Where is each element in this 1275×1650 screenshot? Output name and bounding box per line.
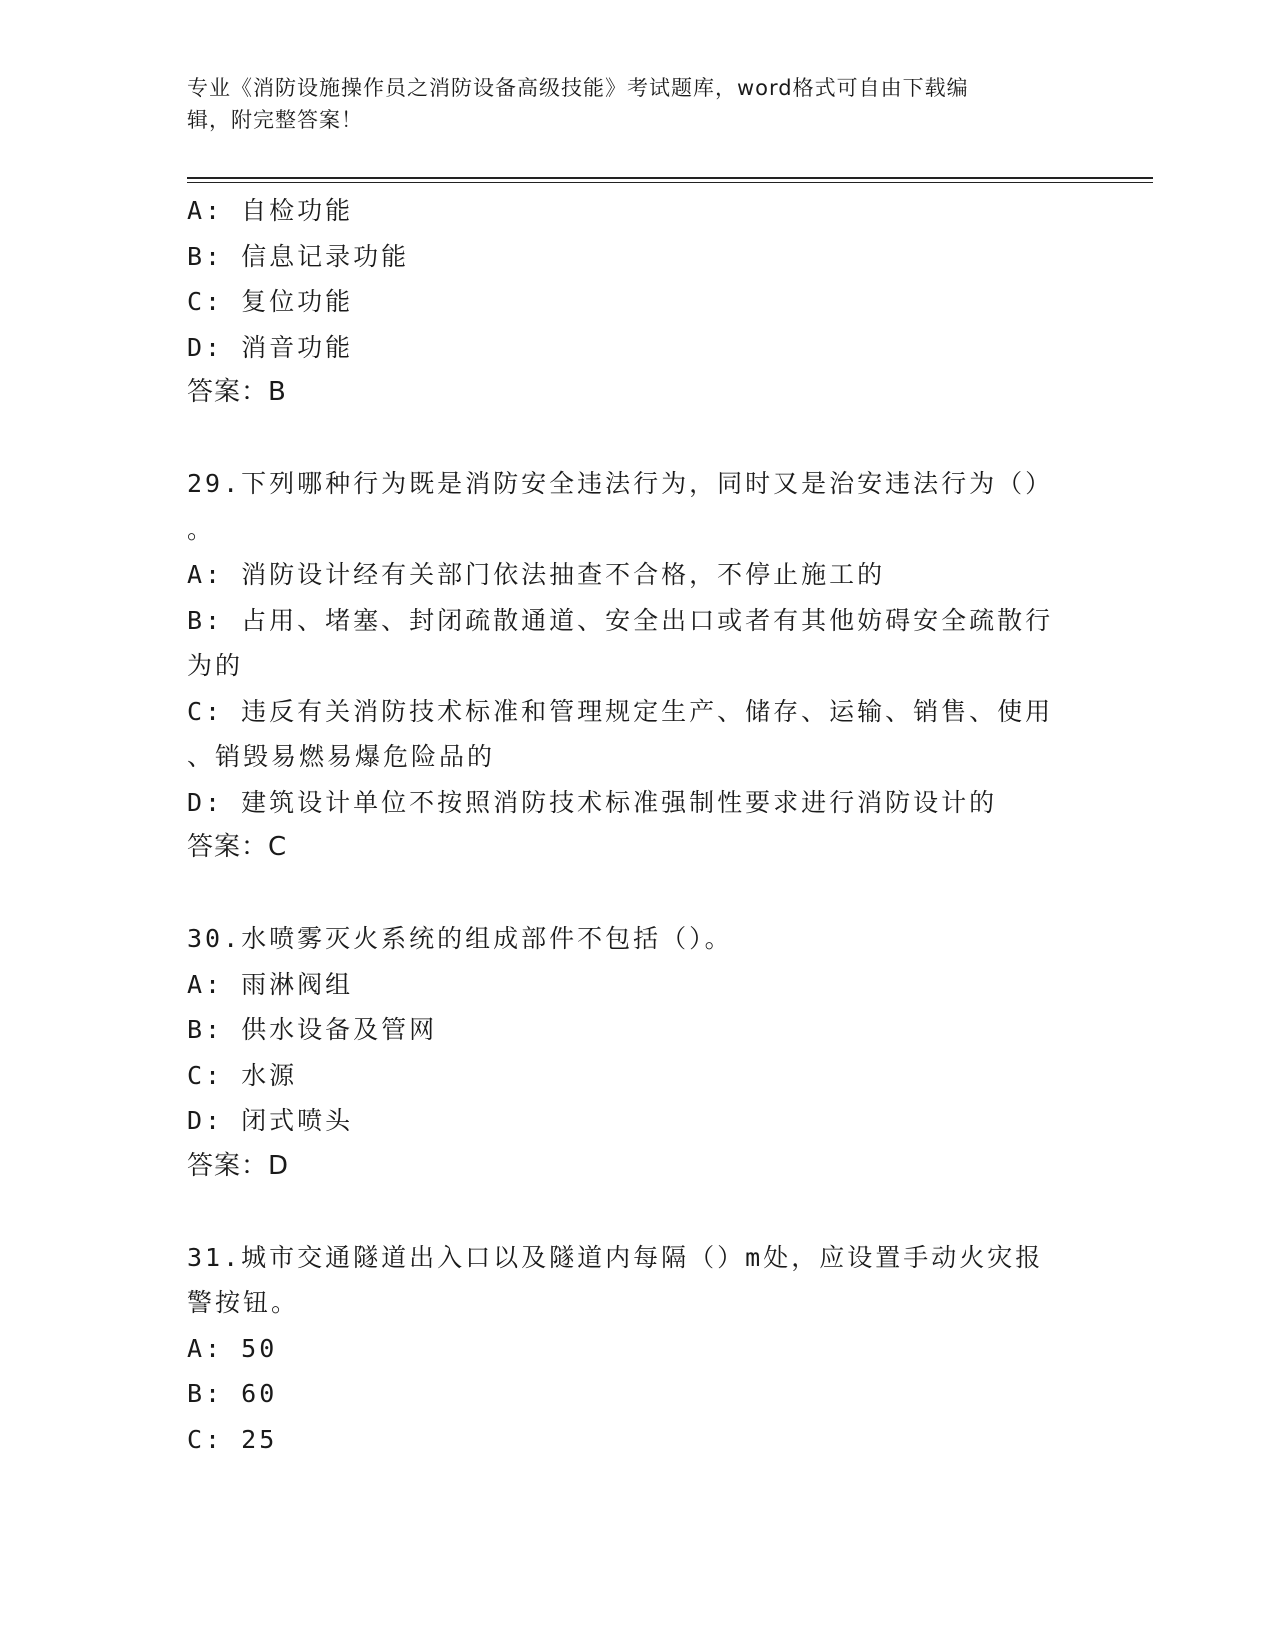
option-b-cont: 为的: [187, 651, 244, 680]
answer: 答案：C: [187, 832, 288, 862]
answer: 答案：B: [187, 377, 287, 407]
question-stem: 31.城市交通隧道出入口以及隧道内每隔（）m处，应设置手动火灾报: [187, 1242, 1044, 1272]
option-b: B: 供水设备及管网: [187, 1015, 438, 1044]
question-28: [187, 188, 1087, 416]
option-c: C: 水源: [187, 1060, 298, 1090]
question-31: [187, 1235, 1087, 1463]
question-stem: 30.水喷雾灭火系统的组成部件不包括（）。: [187, 924, 733, 953]
option-c-cont: 、销毁易燃易爆危险品的: [187, 742, 496, 771]
spacer: [187, 416, 1087, 462]
question-stem: 29.下列哪种行为既是消防安全违法行为，同时又是治安违法行为（）: [187, 469, 1054, 498]
header-divider-thick: [187, 177, 1153, 179]
option-d: D: 消音功能: [187, 332, 354, 362]
question-30: [187, 916, 1087, 1189]
option-d: D: 建筑设计单位不按照消防技术标准强制性要求进行消防设计的: [187, 787, 998, 817]
question-list: [187, 188, 1087, 1462]
answer: 答案：D: [187, 1150, 290, 1181]
option-a: A: 雨淋阀组: [187, 969, 354, 999]
document-header: [187, 72, 1067, 136]
question-stem-cont: 。: [187, 514, 216, 544]
option-b: B: 占用、堵塞、封闭疏散通道、安全出口或者有其他妨碍安全疏散行: [187, 605, 1054, 635]
spacer: [187, 871, 1087, 917]
spacer: [187, 1189, 1087, 1235]
header-line-2: 辑，附完整答案！: [187, 108, 363, 132]
option-c: C: 复位功能: [187, 287, 354, 316]
header-line-1: 专业《消防设施操作员之消防设备高级技能》考试题库，word格式可自由下载编: [187, 76, 969, 100]
option-d: D: 闭式喷头: [187, 1106, 354, 1135]
option-c: C: 25: [187, 1424, 278, 1454]
option-b: B: 60: [187, 1379, 278, 1408]
option-a: A: 50: [187, 1333, 278, 1363]
option-b: B: 信息记录功能: [187, 241, 410, 271]
question-stem-cont: 警按钮。: [187, 1288, 300, 1317]
option-a: A: 自检功能: [187, 196, 354, 225]
option-c: C: 违反有关消防技术标准和管理规定生产、储存、运输、销售、使用: [187, 696, 1054, 726]
header-divider-thin: [187, 182, 1153, 183]
option-a: A: 消防设计经有关部门依法抽查不合格，不停止施工的: [187, 560, 886, 589]
question-29: [187, 461, 1087, 871]
